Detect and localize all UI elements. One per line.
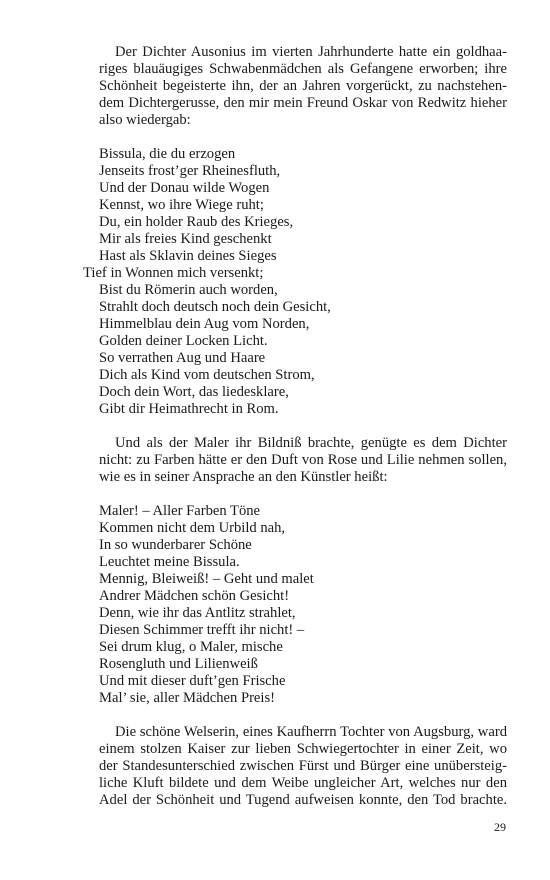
poem-line: Dich als Kind vom deutschen Strom, bbox=[99, 367, 315, 383]
poem-line: Und mit dieser duft’gen Frische bbox=[99, 673, 286, 689]
paragraph-gap bbox=[83, 707, 507, 724]
paragraph-gap bbox=[83, 129, 507, 146]
paragraph-welserin bbox=[83, 724, 507, 809]
poem-line: Tief in Wonnen mich versenkt; bbox=[83, 265, 264, 281]
text-line: liche Kluft bildete und dem Weibe ungleicher Art, welches nur den bbox=[99, 775, 507, 791]
text-line: Der Dichter Ausonius im vierten Jahrhunderte hatte ein goldhaa- bbox=[115, 44, 507, 60]
poem-line: In so wunderbarer Schöne bbox=[99, 537, 252, 553]
paragraph-gap bbox=[83, 418, 507, 435]
text-line: Adel der Schönheit und Tugend aufweisen konnte, den Tod brachte. bbox=[99, 792, 507, 808]
poem-line: Gibt dir Heimathrecht in Rom. bbox=[99, 401, 279, 417]
text-line: Schönheit begeisterte ihn, der an Jahren vorgerückt, zu nachstehen- bbox=[99, 78, 507, 94]
poem-bissula bbox=[83, 146, 507, 418]
poem-line: Sei drum klug, o Maler, mische bbox=[99, 639, 283, 655]
poem-line: Hast als Sklavin deines Sieges bbox=[99, 248, 277, 264]
text-line: wie es in seiner Ansprache an den Künstler heißt: bbox=[99, 469, 388, 485]
text-line: Und als der Maler ihr Bildniß brachte, genügte es dem Dichter bbox=[115, 435, 507, 451]
poem-line: Kennst, wo ihre Wiege ruht; bbox=[99, 197, 264, 213]
text-line: riges blauäugiges Schwabenmädchen als Gefangene erworben; ihre bbox=[99, 61, 507, 77]
poem-line: Himmelblau dein Aug vom Norden, bbox=[99, 316, 310, 332]
poem-line: Mir als freies Kind geschenkt bbox=[99, 231, 272, 247]
poem-line: Leuchtet meine Bissula. bbox=[99, 554, 240, 570]
poem-line: Und der Donau wilde Wogen bbox=[99, 180, 270, 196]
poem-line: Mennig, Bleiweiß! – Geht und malet bbox=[99, 571, 314, 587]
poem-line: Bist du Römerin auch worden, bbox=[99, 282, 278, 298]
text-line: also wiedergab: bbox=[99, 112, 191, 128]
text-line: nicht: zu Farben hätte er den Duft von Rose und Lilie nehmen sollen, bbox=[99, 452, 507, 468]
text-line: Die schöne Welserin, eines Kaufherrn Tochter von Augsburg, ward bbox=[115, 724, 507, 740]
poem-line: Bissula, die du erzogen bbox=[99, 146, 236, 162]
poem-line: Maler! – Aller Farben Töne bbox=[99, 503, 261, 519]
text-line: einem stolzen Kaiser zur lieben Schwiegertochter in einer Zeit, wo bbox=[99, 741, 507, 757]
poem-line: So verrathen Aug und Haare bbox=[99, 350, 266, 366]
poem-line: Diesen Schimmer trefft ihr nicht! – bbox=[99, 622, 305, 638]
paragraph-maler bbox=[83, 435, 507, 486]
paragraph-gap bbox=[83, 486, 507, 503]
text-line: der Standesunterschied zwischen Fürst und Bürger eine unübersteig- bbox=[99, 758, 507, 774]
page-body bbox=[83, 44, 507, 809]
poem-line: Du, ein holder Raub des Krieges, bbox=[99, 214, 294, 230]
paragraph-ausonius bbox=[83, 44, 507, 129]
poem-line: Strahlt doch deutsch noch dein Gesicht, bbox=[99, 299, 331, 315]
poem-line: Kommen nicht dem Urbild nah, bbox=[99, 520, 286, 536]
page-number: 29 bbox=[494, 820, 506, 834]
poem-line: Denn, wie ihr das Antlitz strahlet, bbox=[99, 605, 296, 621]
poem-line: Golden deiner Locken Licht. bbox=[99, 333, 268, 349]
poem-line: Andrer Mädchen schön Gesicht! bbox=[99, 588, 290, 604]
poem-line: Mal’ sie, aller Mädchen Preis! bbox=[99, 690, 276, 706]
text-line: dem Dichtergerusse, den mir mein Freund Oskar von Redwitz hieher bbox=[99, 95, 507, 111]
poem-line: Jenseits frost’ger Rheinesfluth, bbox=[99, 163, 281, 179]
poem-maler bbox=[83, 503, 507, 707]
poem-line: Doch dein Wort, das liedesklare, bbox=[99, 384, 289, 400]
poem-line: Rosengluth und Lilienweiß bbox=[99, 656, 258, 672]
